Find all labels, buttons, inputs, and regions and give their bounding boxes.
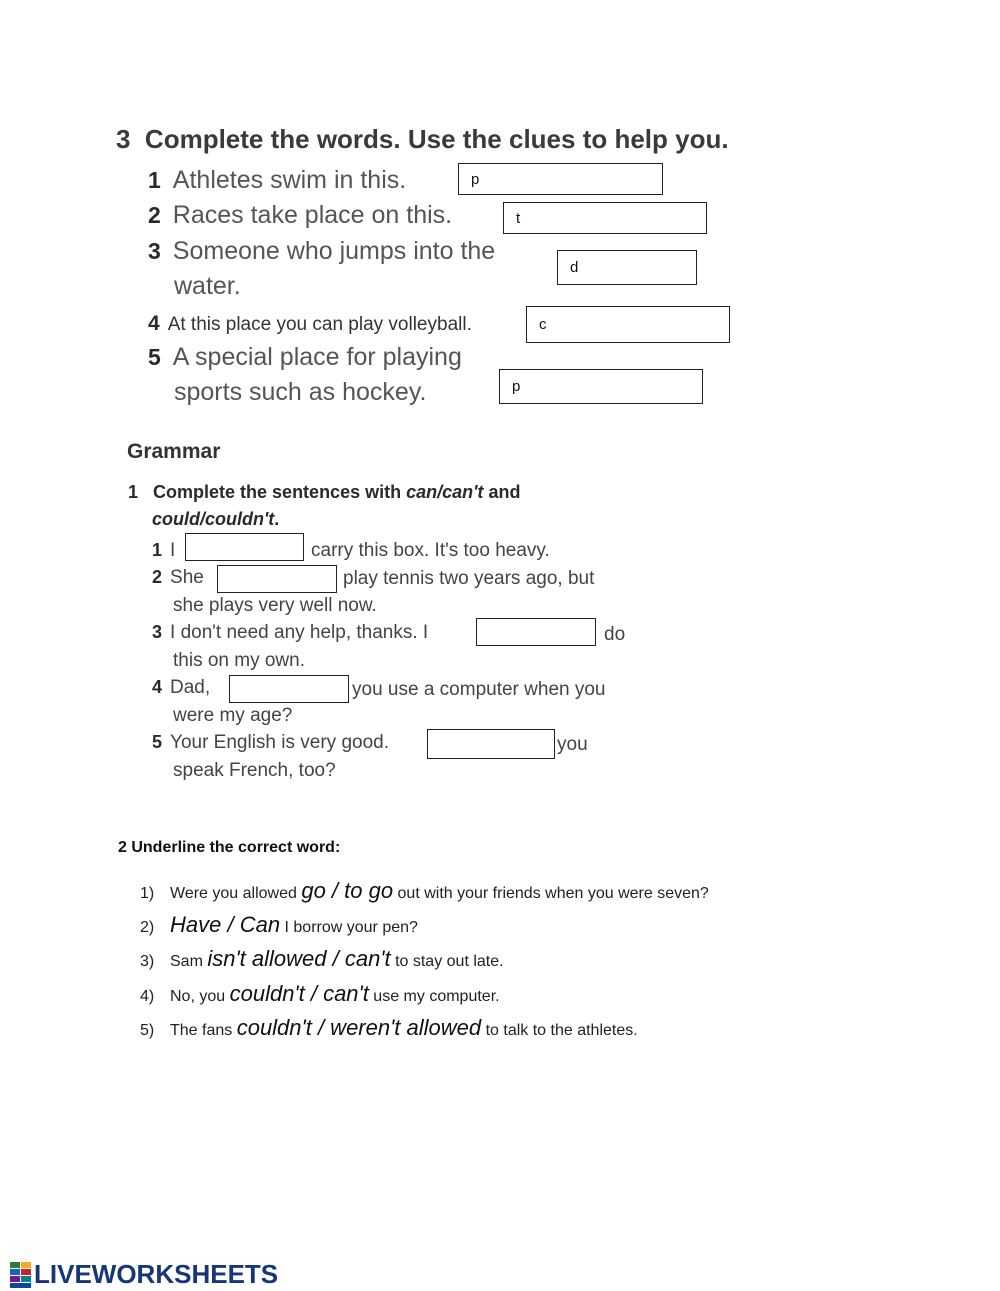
u-item-2: 2) Have / Can I borrow your pen? (140, 912, 418, 937)
g-answer-input-4[interactable] (230, 676, 348, 702)
g-item-1-after: carry this box. It's too heavy. (311, 540, 550, 561)
s3-answer-box-5[interactable] (499, 369, 703, 404)
g-answer-box-3[interactable] (476, 618, 596, 646)
section3-heading (116, 124, 729, 155)
logo-text: LIVEWORKSHEETS (34, 1259, 279, 1289)
grammar-instruction: 1 Complete the sentences with can/can't and (128, 482, 521, 502)
s3-item-3-line2: water. (174, 272, 241, 300)
u-choice-3[interactable]: isn't allowed / can't (207, 946, 391, 971)
g-item-2-before: 2 She (152, 567, 204, 588)
logo-icon (10, 1262, 32, 1288)
g-answer-input-1[interactable] (186, 534, 303, 560)
s3-answer-input-1[interactable] (459, 164, 662, 194)
g-answer-box-5[interactable] (427, 729, 555, 759)
s3-item-4: 4 At this place you can play volleyball. (148, 312, 472, 335)
s3-answer-box-2[interactable] (503, 202, 707, 234)
u-choice-4[interactable]: couldn't / can't (229, 981, 369, 1006)
underline-title: 2 Underline the correct word: (118, 839, 341, 856)
s3-answer-input-2[interactable] (504, 203, 706, 233)
s3-answer-input-3[interactable] (558, 251, 696, 284)
g-answer-input-2[interactable] (218, 566, 336, 592)
u-item-1: 1) Were you allowed go / to go out with your friends when you were seven? (140, 878, 709, 903)
s3-item-3: 3 Someone who jumps into the (148, 237, 496, 265)
section3-number: 3 (116, 124, 131, 154)
g-item-4-line2: were my age? (173, 705, 293, 726)
g-item-3-before: 3 I don't need any help, thanks. I (152, 622, 429, 643)
g-item-4-after: you use a computer when you (352, 679, 606, 700)
u-choice-5[interactable]: couldn't / weren't allowed (236, 1015, 482, 1040)
g-item-4-before: 4 Dad, (152, 677, 211, 698)
s3-item-5: 5 A special place for playing (148, 343, 462, 371)
g-answer-input-5[interactable] (428, 730, 554, 758)
s3-item-2: 2 Races take place on this. (148, 201, 453, 229)
g-item-1-before: 1 I (152, 540, 176, 561)
s3-answer-box-3[interactable] (557, 250, 697, 285)
u-choice-2[interactable]: Have / Can (170, 912, 281, 937)
grammar-instruction-line2: could/couldn't. (152, 509, 280, 529)
g-item-5-line2: speak French, too? (173, 760, 336, 781)
g-item-5-after: you (557, 734, 588, 755)
g-answer-box-1[interactable] (185, 533, 304, 561)
g-item-2-line2: she plays very well now. (173, 595, 377, 616)
u-item-3: 3) Sam isn't allowed / can't to stay out late. (140, 946, 504, 971)
s3-item-1: 1 Athletes swim in this. (148, 166, 407, 194)
s3-answer-input-4[interactable] (527, 307, 729, 342)
g-item-5-before: 5 Your English is very good. (152, 732, 389, 753)
s3-answer-input-5[interactable] (500, 370, 702, 403)
g-item-3-after: do (604, 624, 626, 645)
liveworksheets-logo (10, 1259, 278, 1290)
s3-answer-box-4[interactable] (526, 306, 730, 343)
u-item-5: 5) The fans couldn't / weren't allowed to talk to the athletes. (140, 1015, 638, 1040)
u-choice-1[interactable]: go / to go (301, 878, 394, 903)
s3-item-5-line2: sports such as hockey. (174, 378, 427, 406)
g-answer-input-3[interactable] (477, 619, 595, 645)
g-answer-box-2[interactable] (217, 565, 337, 593)
section3-heading-text: Complete the words. Use the clues to help you. (144, 124, 729, 154)
s3-answer-box-1[interactable] (458, 163, 663, 195)
u-item-4: 4) No, you couldn't / can't use my computer. (140, 981, 500, 1006)
grammar-title: Grammar (127, 440, 221, 463)
g-answer-box-4[interactable] (229, 675, 349, 703)
g-item-3-line2: this on my own. (173, 650, 305, 671)
g-item-2-after: play tennis two years ago, but (343, 568, 595, 589)
